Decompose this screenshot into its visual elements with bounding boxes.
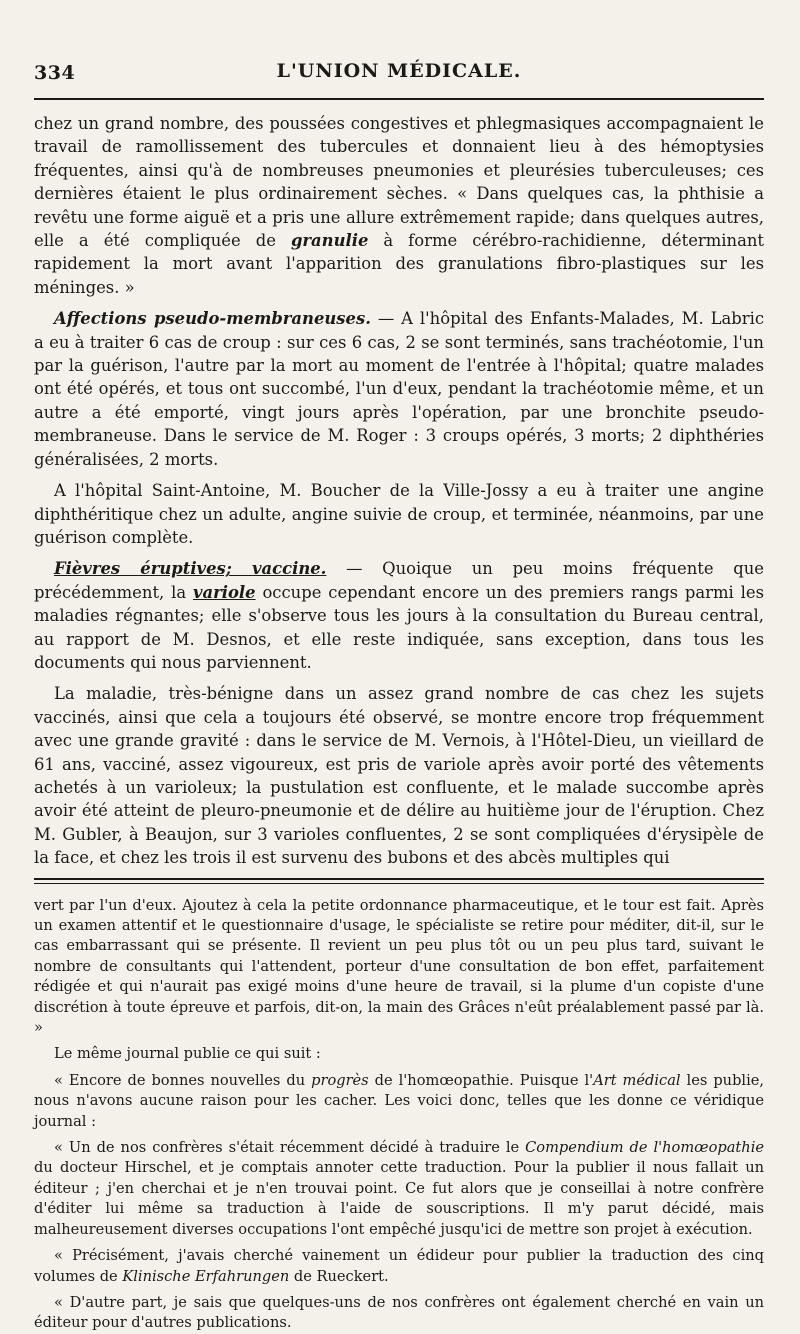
main-text [34, 112, 764, 870]
feuilleton [34, 896, 764, 1334]
feuilleton-paragraph-1: vert par l'un d'eux. Ajoutez à cela la petite ordonnance pharmaceutique, et le tour est fait. Après un examen attentif et le questionnaire d'usage, le spécialiste se retire pour méditer, dit-il, sur le cas embarrassant qui se présente. Il revient un peu plus tôt ou un peu plus tard, suivant le nombre de consultants qui l'attendent, porteur d'une consultation de bon effet, parfaitement rédigée et qui n'aurait pas exigé moins d'une heure de travail, si la plume d'un copiste d'une discrétion à toute épreuve et parfois, dit-on, la main des Grâces n'eût préalablement passé par là. » [34, 896, 764, 1037]
paragraph-phthisie: chez un grand nombre, des poussées congestives et phlegmasiques accompagnaient le travail de ramollissement des tubercules et donnaient lieu à des hémoptysies fréquentes, ainsi qu'à de nombreuses pneumonies et pleurésies tuberculeuses; ces dernières étaient le plus ordinairement sèches. « Dans quelques cas, la phthisie a revêtu une forme aiguë et a pris une allure extrêmement rapide; dans quelques autres, elle a été compliquée de granulie à forme cérébro-rachidienne, déterminant rapidement la mort avant l'apparition des granulations fibro-plastiques sur les méninges. » [34, 114, 764, 297]
feuilleton-paragraph-6: « D'autre part, je sais que quelques-uns de nos confrères ont également cherché en vain un éditeur pour d'autres publications. [34, 1293, 764, 1332]
page-number: 334 [34, 62, 76, 84]
paragraph-variole: La maladie, très-bénigne dans un assez grand nombre de cas chez les sujets vaccinés, ainsi que cela a toujours été observé, se montre encore trop fréquemment avec une grande gravité : dans le service de M. Vernois, à l'Hôtel-Dieu, un vieillard de 61 ans, vacciné, assez vigoureux, est pris de variole après avoir porté des vêtements achetés à un varioleux; la pustulation est confluente, et le malade succombe après avoir été atteint de pleuro-pneumonie et de délire au huitième jour de l'éruption. Chez M. Gubler, à Beaujon, sur 3 varioles confluentes, 2 se sont compliquées d'érysipèle de la face, et chez les trois il est survenu des bubons et des abcès multiples qui [34, 684, 764, 868]
feuilleton-paragraph-2: Le même journal publie ce qui suit : [54, 1045, 321, 1063]
feuilleton-paragraph-3: « Encore de bonnes nouvelles du progrès de l'homœopathie. Puisque l'Art médical les publie, nous n'avons aucune raison pour les cacher. Les voici donc, telles que les donne ce véridique journal : [34, 1071, 765, 1130]
page-header [34, 58, 764, 88]
feuilleton-paragraph-4: « Un de nos confrères s'était récemment décidé à traduire le Compendium de l'homœopathie du docteur Hirschel, et je comptais annoter cette traduction. Pour la publier il nous fallait un éditeur ; j'en cherchai et je n'en trouvai point. Ce fut alors que je conseillai à notre confrère d'éditer lui même sa traduction à l'aide de souscriptions. Il m'y parut décidé, mais malheureusement diverses occupations l'ont empêché jusqu'ici de mettre son projet à exécution. [34, 1139, 765, 1238]
feuilleton-paragraph-5: « Précisément, j'avais cherché vainement un édideur pour publier la traduction des cinq volumes de Klinische Erfahrungen de Rueckert. [34, 1247, 764, 1285]
feuilleton-rule [34, 878, 764, 884]
section-lead: Fièvres éruptives; vaccine. [54, 559, 327, 579]
paragraph-saint-antoine: A l'hôpital Saint-Antoine, M. Boucher de la Ville-Jossy a eu à traiter une angine diphthéritique chez un adulte, angine suivie de croup, et terminée, néanmoins, par une guérison complète. [34, 481, 764, 547]
italic-term: granulie [290, 231, 369, 251]
section-lead: Affections pseudo-membraneuses. [54, 309, 371, 329]
italic-term: variole [192, 582, 256, 602]
paragraph-fievres-eruptives: Fièvres éruptives; vaccine. — Quoique un peu moins fréquente que précédemment, la variole occupe cependant encore un des premiers rangs parmi les maladies régnantes; elle s'observe tous les jours à la consultation du Bureau central, au rapport de M. Desnos, et elle reste indiquée, sans exception, dans tous les documents qui nous parviennent. [34, 559, 764, 672]
running-title: L'UNION MÉDICALE. [276, 60, 522, 82]
paragraph-pseudo-membraneuses: Affections pseudo-membraneuses. — A l'hôpital des Enfants-Malades, M. Labric a eu à traiter 6 cas de croup : sur ces 6 cas, 2 se sont terminés, sans trachéotomie, l'un par la guérison, l'autre par la mort au moment de l'entrée à l'hôpital; quatre malades ont été opérés, et tous ont succombé, l'un d'eux, pendant la trachéotomie même, et un autre a été emporté, vingt jours après l'opération, par une bronchite pseudo-membraneuse. Dans le service de M. Roger : 3 croups opérés, 3 morts; 2 diphthéries généralisées, 2 morts. [34, 309, 764, 469]
header-rule [34, 98, 764, 100]
